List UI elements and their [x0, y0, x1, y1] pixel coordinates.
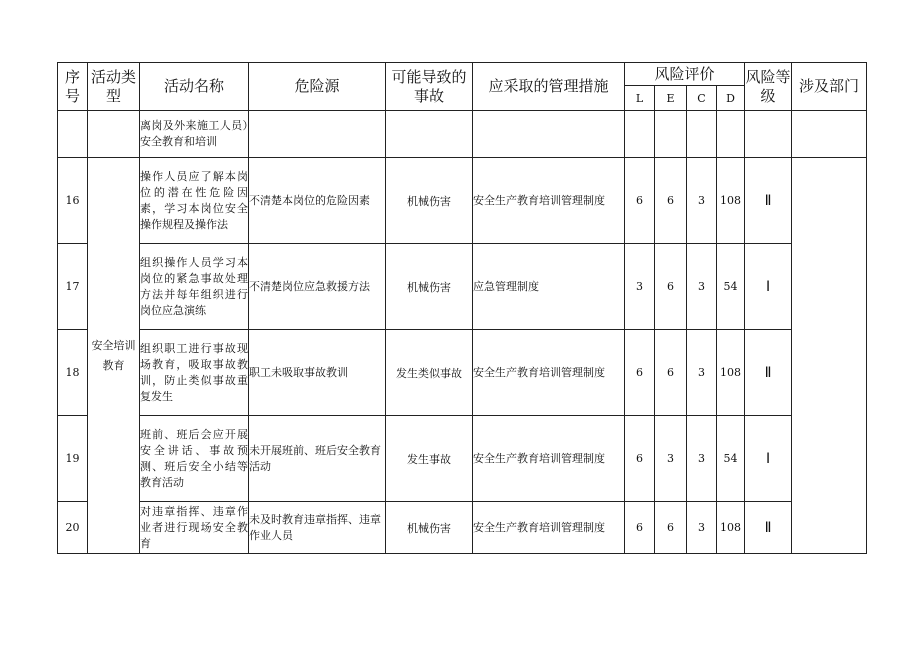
cell-risk-level: Ⅱ — [745, 502, 792, 554]
header-measures: 应采取的管理措施 — [473, 63, 625, 111]
table-row-continuation — [58, 111, 867, 158]
cell-D: 108 — [717, 502, 745, 554]
header-risk-level: 风险等级 — [745, 63, 792, 111]
cell-activity-name: 离岗及外来施工人员）安全教育和培训 — [140, 111, 249, 158]
table-row — [58, 158, 867, 244]
cell-empty — [625, 111, 655, 158]
header-D: D — [717, 86, 745, 111]
cell-D: 108 — [717, 158, 745, 244]
cell-L: 6 — [625, 502, 655, 554]
table-row — [58, 502, 867, 554]
header-C: C — [687, 86, 717, 111]
cell-empty — [687, 111, 717, 158]
cell-seq: 16 — [58, 158, 88, 244]
cell-C: 3 — [687, 244, 717, 330]
cell-measures: 安全生产教育培训管理制度 — [473, 158, 625, 244]
cell-C: 3 — [687, 416, 717, 502]
cell-activity-name: 组织职工进行事故现场教育，吸取事故教训，防止类似事故重复发生 — [140, 330, 249, 416]
cell-hazard: 未开展班前、班后安全教育活动 — [249, 416, 386, 502]
header-accident: 可能导致的事故 — [386, 63, 473, 111]
cell-hazard: 未及时教育违章指挥、违章作业人员 — [249, 502, 386, 554]
cell-L: 3 — [625, 244, 655, 330]
header-activity-name: 活动名称 — [140, 63, 249, 111]
header-hazard: 危险源 — [249, 63, 386, 111]
risk-assessment-table — [57, 62, 867, 554]
cell-activity-name: 组织操作人员学习本岗位的紧急事故处理方法并每年组织进行岗位应急演练 — [140, 244, 249, 330]
cell-accident: 机械伤害 — [386, 244, 473, 330]
cell-seq-empty — [58, 111, 88, 158]
table-row — [58, 330, 867, 416]
cell-measures: 应急管理制度 — [473, 244, 625, 330]
cell-empty — [792, 111, 867, 158]
cell-C: 3 — [687, 502, 717, 554]
cell-seq: 20 — [58, 502, 88, 554]
table-row — [58, 244, 867, 330]
cell-L: 6 — [625, 416, 655, 502]
cell-empty — [717, 111, 745, 158]
cell-seq: 18 — [58, 330, 88, 416]
cell-C: 3 — [687, 158, 717, 244]
header-E: E — [655, 86, 687, 111]
cell-accident: 机械伤害 — [386, 502, 473, 554]
cell-activity-type: 安全培训教育 — [88, 158, 140, 554]
cell-activity-name: 操作人员应了解本岗位的潜在性危险因素，学习本岗位安全操作规程及操作法 — [140, 158, 249, 244]
cell-activity-name: 对违章指挥、违章作业者进行现场安全教育 — [140, 502, 249, 554]
cell-empty — [386, 111, 473, 158]
cell-empty — [655, 111, 687, 158]
cell-accident: 发生类似事故 — [386, 330, 473, 416]
table-row — [58, 416, 867, 502]
cell-L: 6 — [625, 158, 655, 244]
header-risk-evaluation: 风险评价 — [625, 63, 745, 86]
cell-seq: 19 — [58, 416, 88, 502]
cell-D: 54 — [717, 244, 745, 330]
cell-E: 6 — [655, 330, 687, 416]
cell-seq: 17 — [58, 244, 88, 330]
cell-accident: 机械伤害 — [386, 158, 473, 244]
cell-measures: 安全生产教育培训管理制度 — [473, 502, 625, 554]
cell-E: 3 — [655, 416, 687, 502]
cell-empty — [473, 111, 625, 158]
cell-E: 6 — [655, 244, 687, 330]
cell-type-empty — [88, 111, 140, 158]
cell-risk-level: Ⅰ — [745, 416, 792, 502]
cell-L: 6 — [625, 330, 655, 416]
cell-hazard: 职工未吸取事故教训 — [249, 330, 386, 416]
header-seq: 序号 — [58, 63, 88, 111]
cell-accident: 发生事故 — [386, 416, 473, 502]
cell-E: 6 — [655, 502, 687, 554]
cell-E: 6 — [655, 158, 687, 244]
cell-risk-level: Ⅰ — [745, 244, 792, 330]
cell-risk-level: Ⅱ — [745, 330, 792, 416]
cell-empty — [745, 111, 792, 158]
header-department: 涉及部门 — [792, 63, 867, 111]
cell-activity-name: 班前、班后会应开展安全讲话、事故预测、班后安全小结等教育活动 — [140, 416, 249, 502]
cell-D: 54 — [717, 416, 745, 502]
cell-risk-level: Ⅱ — [745, 158, 792, 244]
header-L: L — [625, 86, 655, 111]
header-activity-type: 活动类型 — [88, 63, 140, 111]
cell-hazard: 不清楚本岗位的危险因素 — [249, 158, 386, 244]
cell-measures: 安全生产教育培训管理制度 — [473, 330, 625, 416]
cell-empty — [249, 111, 386, 158]
cell-hazard: 不清楚岗位应急救援方法 — [249, 244, 386, 330]
cell-measures: 安全生产教育培训管理制度 — [473, 416, 625, 502]
cell-C: 3 — [687, 330, 717, 416]
cell-department — [792, 158, 867, 554]
cell-D: 108 — [717, 330, 745, 416]
